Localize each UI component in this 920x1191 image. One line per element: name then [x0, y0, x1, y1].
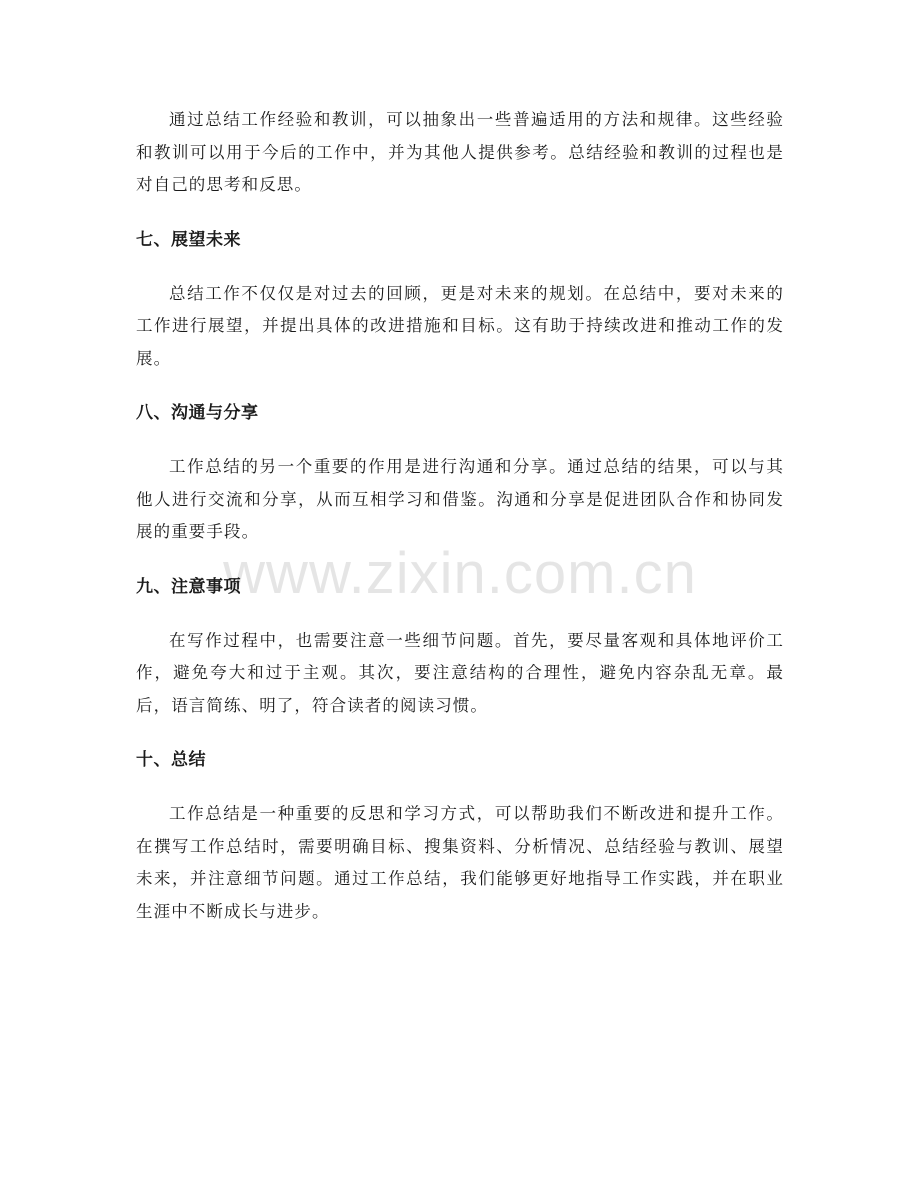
paragraph-notes: 在写作过程中，也需要注意一些细节问题。首先，要尽量客观和具体地评价工作，避免夸大和过于主观。其次，要注意结构的合理性，避免内容杂乱无章。最后，语言简练、明了，符合读者的阅读习惯。	[136, 630, 784, 715]
heading-notes: 九、注意事项	[136, 576, 241, 597]
document-body	[136, 104, 784, 928]
heading-outlook: 七、展望未来	[136, 229, 241, 250]
paragraph-communication: 工作总结的另一个重要的作用是进行沟通和分享。通过总结的结果，可以与其他人进行交流和分享，从而互相学习和借鉴。沟通和分享是促进团队合作和协同发展的重要手段。	[136, 457, 784, 541]
paragraph-outlook: 总结工作不仅仅是对过去的回顾，更是对未来的规划。在总结中，要对未来的工作进行展望，并提出具体的改进措施和目标。这有助于持续改进和推动工作的发展。	[136, 283, 784, 368]
watermark: www.zixin.com.cn	[223, 541, 697, 606]
paragraph-summary: 工作总结是一种重要的反思和学习方式，可以帮助我们不断改进和提升工作。在撰写工作总结时，需要明确目标、搜集资料、分析情况、总结经验与教训、展望未来，并注意细节问题。通过工作总结，我们能够更好地指导工作实践，并在职业生涯中不断成长与进步。	[136, 804, 784, 921]
paragraph-lessons: 通过总结工作经验和教训，可以抽象出一些普遍适用的方法和规律。这些经验和教训可以用于今后的工作中，并为其他人提供参考。总结经验和教训的过程也是对自己的思考和反思。	[136, 110, 784, 194]
heading-summary: 十、总结	[136, 750, 206, 770]
heading-communication: 八、沟通与分享	[136, 403, 259, 423]
